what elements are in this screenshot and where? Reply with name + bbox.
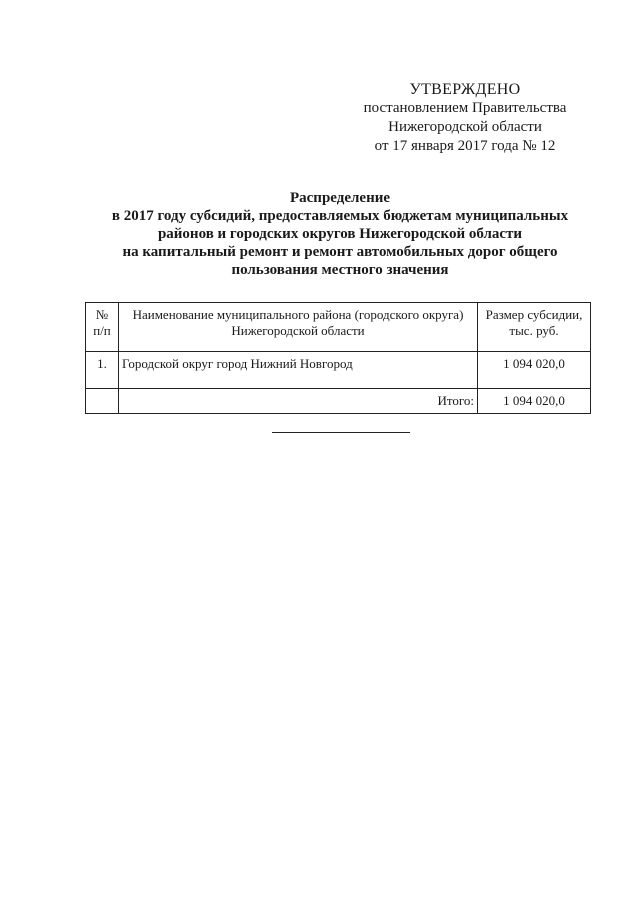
table-header-row	[86, 303, 591, 352]
row-number-cell: 1.	[86, 352, 119, 389]
distribution-table	[85, 302, 591, 414]
title-line-4: на капитальный ремонт и ремонт автомобильных дорог общего	[122, 244, 558, 260]
header-name-cell	[119, 303, 478, 352]
approval-line-3: от 17 января 2017 года № 12	[374, 138, 556, 154]
table-row	[86, 352, 591, 389]
approval-heading: УТВЕРЖДЕНО	[409, 81, 521, 98]
header-amount-line-1: Размер субсидии,	[485, 307, 583, 322]
title-line-1: Распределение	[289, 190, 391, 206]
table-total-row	[86, 389, 591, 414]
total-amount-cell: 1 094 020,0	[478, 389, 591, 414]
title-line-5: пользования местного значения	[231, 262, 449, 278]
title-line-2: в 2017 году субсидий, предоставляемых бюджетам муниципальных	[111, 208, 569, 224]
document-title	[60, 189, 620, 279]
header-number-line-2: п/п	[93, 323, 111, 338]
header-amount-line-2: тыс. руб.	[509, 323, 559, 338]
total-empty-cell	[86, 389, 119, 414]
title-line-3: районов и городских округов Нижегородской области	[157, 226, 523, 242]
header-number-line-1: №	[95, 307, 109, 322]
total-label-cell: Итого:	[119, 389, 478, 414]
header-number-cell	[86, 303, 119, 352]
header-name-line-2: Нижегородской области	[231, 323, 365, 338]
approval-line-2: Нижегородской области	[388, 119, 542, 135]
header-amount-cell	[478, 303, 591, 352]
approval-line-1: постановлением Правительства	[363, 100, 567, 116]
row-name-cell: Городской округ город Нижний Новгород	[119, 352, 478, 389]
closing-rule	[272, 432, 410, 433]
approval-block	[330, 80, 600, 156]
header-name-line-1: Наименование муниципального района (городского округа)	[132, 307, 464, 322]
row-amount-cell: 1 094 020,0	[478, 352, 591, 389]
